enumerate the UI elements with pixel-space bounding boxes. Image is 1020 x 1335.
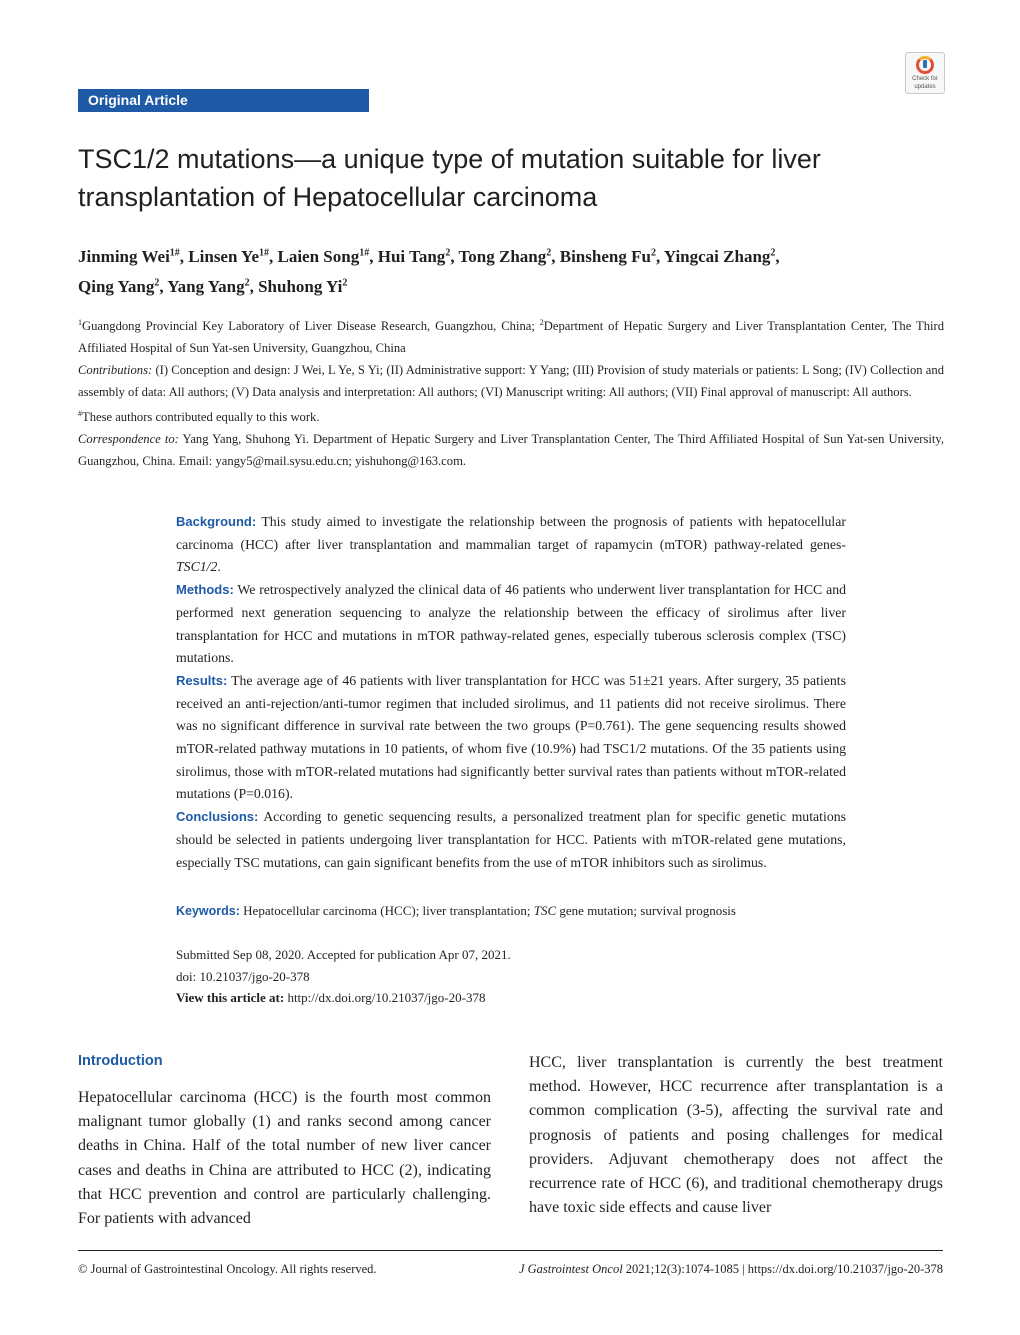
- abstract-conclusions: [176, 806, 846, 874]
- results-text: The average age of 46 patients with liver transplantation for HCC was 51±21 years. After surgery, 35 patients received an anti-rejection/anti-tumor regimen that included sirolimus, and 11 patients did not receive sirolimus. There was no significant difference in survival rate between the two groups (P=0.761). The gene sequencing results showed mTOR-related pathway mutations in 10 patients, of whom five (10.9%) had TSC1/2 mutations. Of the 35 patients using sirolimus, those with mTOR-related mutations had significantly better survival rates than patients without mTOR-related mutations (P=0.016).: [176, 672, 846, 802]
- crossmark-icon: [916, 56, 934, 74]
- author: [378, 247, 459, 266]
- article-url-link[interactable]: http://dx.doi.org/10.21037/jgo-20-378: [284, 990, 486, 1005]
- author-separator: ,: [269, 246, 278, 266]
- conclusions-text: According to genetic sequencing results, a personalized treatment plan for specific genetic mutations should be selected in patients undergoing liver transplantation for HCC. Patients with mTOR-related gene mutations, especially TSC mutations, can gain significant benefits from the use of mTOR inhibitors such as sirolimus.: [176, 809, 846, 870]
- introduction-column-2: HCC, liver transplantation is currently the best treatment method. However, HCC recurrence after transplantation is a common complication (3-5), affecting the survival rate and prognosis of patients and posing challenges for medical providers. Adjuvant chemotherapy does not affect the recurrence rate of HCC (6), and traditional chemotherapy drugs have toxic side effects and cause liver: [529, 1054, 943, 1217]
- author-affil-sup: 2: [154, 277, 160, 289]
- keywords-text: Hepatocellular carcinoma (HCC); liver transplantation;: [239, 903, 534, 918]
- author-separator: ,: [655, 246, 664, 266]
- footer-copyright: © Journal of Gastrointestinal Oncology. All rights reserved.: [78, 1262, 377, 1276]
- equal-contribution-note: [78, 403, 944, 429]
- introduction-heading: Introduction: [78, 1053, 163, 1069]
- affil-sup-2: 2: [539, 318, 544, 327]
- author-affil-sup: 1#: [259, 247, 269, 258]
- contributions-text: (I) Conception and design: J Wei, L Ye, S Yi; (II) Administrative support: Y Yang; (III) Provision of study materials or patients: L Song; (IV) Collection and assembly of data: All authors; (V) Data analysis and interpretation: All authors; (VI) Manuscript writing: All authors; (VII) Final approval of manuscript: All authors.: [78, 362, 944, 399]
- footer-rule: [78, 1250, 943, 1251]
- author-affil-sup: 1#: [169, 247, 180, 258]
- check-updates-line2: updates: [914, 84, 936, 90]
- affil-sup-1: 1: [78, 318, 82, 327]
- abstract-background: [176, 511, 846, 579]
- author-name: Laien Song: [277, 246, 360, 266]
- footer-citation: [519, 1262, 943, 1277]
- view-label: View this article at:: [176, 990, 285, 1005]
- affiliation-2: Department of Hepatic Surgery and Liver Transplantation Center, The Third Affiliated Hospital of Sun Yat-sen University, Guangzhou, China: [78, 319, 945, 355]
- affiliation-line: [78, 312, 944, 360]
- footer-citation-text: 2021;12(3):1074-1085 | https://dx.doi.org/10.21037/jgo-20-378: [622, 1262, 943, 1276]
- equal-text: These authors contributed equally to this work.: [82, 410, 320, 425]
- author-separator: ,: [159, 277, 168, 297]
- results-label: Results:: [176, 672, 228, 688]
- footer-journal: J Gastrointest Oncol: [518, 1262, 623, 1276]
- abstract: [176, 511, 846, 874]
- author-name: Shuhong Yi: [258, 277, 343, 297]
- author: [188, 247, 277, 266]
- author-separator: ,: [775, 246, 780, 266]
- author-affil-sup: 1#: [359, 247, 370, 258]
- author-name: Yang Yang: [167, 277, 245, 297]
- author: [560, 247, 664, 266]
- check-updates-line1: Check for: [912, 76, 938, 82]
- author-separator: ,: [551, 246, 560, 266]
- author: [167, 277, 258, 296]
- author-name: Qing Yang: [78, 277, 155, 297]
- equal-sup: #: [78, 409, 82, 419]
- contributions: [78, 360, 944, 404]
- correspondence-label: Correspondence to:: [78, 432, 179, 447]
- conclusions-label: Conclusions:: [176, 809, 259, 825]
- author: [278, 247, 378, 266]
- author-separator: ,: [450, 246, 459, 266]
- author-separator: ,: [369, 246, 378, 266]
- affiliation-1: Guangdong Provincial Key Laboratory of Liver Disease Research, Guangzhou, China;: [82, 319, 540, 334]
- author-separator: ,: [179, 246, 189, 266]
- methods-label: Methods:: [176, 582, 234, 598]
- doi[interactable]: doi: 10.21037/jgo-20-378: [176, 968, 310, 984]
- author-affil-sup: 2: [770, 247, 776, 258]
- author: [258, 277, 347, 296]
- methods-text: We retrospectively analyzed the clinical data of 46 patients who underwent liver transplantation for HCC and performed next generation sequencing to analyze the relationship between the efficacy of sirolimus after liver transplantation for HCC and mutations in mTOR pathway-related genes, especially tuberous sclerosis complex (TSC) mutations.: [176, 582, 846, 666]
- contributions-label: Contributions:: [78, 362, 153, 377]
- author-name: Tong Zhang: [458, 246, 547, 266]
- check-for-updates-button[interactable]: [905, 52, 945, 94]
- submission-meta: [176, 944, 776, 1009]
- article-type-badge: Original Article: [78, 89, 369, 112]
- correspondence: [78, 429, 944, 473]
- keywords: [176, 901, 876, 921]
- author-affil-sup: 2: [650, 247, 656, 258]
- view-article: [176, 987, 776, 1009]
- article-title: TSC1/2 mutations—a unique type of mutation suitable for liver transplantation of Hepatocellular carcinoma: [78, 144, 821, 212]
- author-affil-sup: 2: [546, 247, 552, 258]
- keywords-gene: TSC: [533, 903, 557, 918]
- author-separator: ,: [249, 277, 259, 297]
- affiliations-block: [78, 312, 944, 473]
- author-list: [78, 239, 958, 300]
- author-name: Hui Tang: [377, 246, 446, 266]
- author: [78, 247, 188, 266]
- author: [664, 247, 780, 266]
- introduction-column-1: Hepatocellular carcinoma (HCC) is the fourth most common malignant tumor globally (1) and ranks second among cancer deaths in China. Half of the total number of new liver cancer cases and deaths in China are attributed to HCC (2), indicating that HCC prevention and control are particularly challenging. For patients with advanced: [78, 1089, 491, 1228]
- keywords-label: Keywords:: [176, 904, 240, 918]
- background-gene: TSC1/2: [176, 559, 218, 575]
- correspondence-text: Yang Yang, Shuhong Yi. Department of Hepatic Surgery and Liver Transplantation Center, The Third Affiliated Hospital of Sun Yat-sen University, Guangzhou, China. Email: yangy5@mail.sysu.edu.cn; yishuhong@163.com.: [78, 432, 945, 469]
- background-text: This study aimed to investigate the relationship between the prognosis of patients with hepatocellular carcinoma (HCC) after liver transplantation and mammalian target of rapamycin (mTOR) pathway-related genes-: [176, 514, 846, 552]
- author: [459, 247, 560, 266]
- author-name: Linsen Ye: [188, 246, 259, 266]
- author-name: Yingcai Zhang: [663, 246, 771, 266]
- background-label: Background:: [176, 514, 257, 529]
- author-name: Jinming Wei: [78, 246, 170, 266]
- abstract-methods: [176, 579, 846, 670]
- background-end: .: [217, 559, 221, 575]
- author-affil-sup: 2: [445, 247, 451, 258]
- author-affil-sup: 2: [244, 277, 250, 289]
- keywords-text-end: gene mutation; survival prognosis: [556, 903, 736, 918]
- author-name: Binsheng Fu: [559, 246, 651, 266]
- abstract-results: [176, 670, 846, 806]
- submission-dates: Submitted Sep 08, 2020. Accepted for publication Apr 07, 2021.: [176, 947, 511, 962]
- author: [78, 277, 167, 296]
- author-affil-sup: 2: [342, 277, 348, 289]
